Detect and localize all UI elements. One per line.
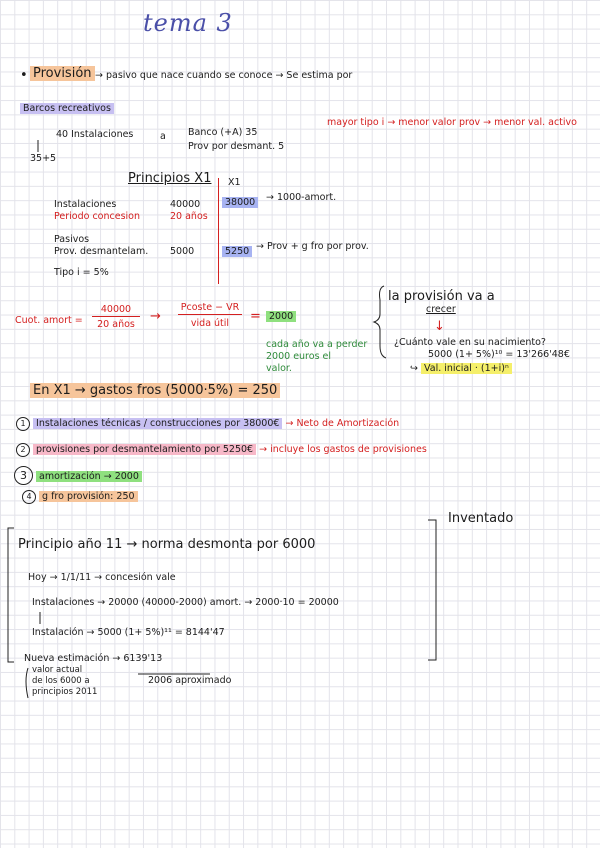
table-r4-label: Prov. desmantelam. (54, 246, 149, 257)
entry-a: a (160, 131, 166, 142)
prov-valor-highlight: Val. inicial · (1+i)ⁿ (421, 363, 512, 374)
item-2-number: 2 (16, 443, 30, 457)
r4-x1-highlight: 5250 (222, 246, 252, 257)
table-r2-val: 20 años (170, 211, 208, 222)
inv-line-6: 2006 aproximado (148, 675, 232, 686)
item-3-number: 3 (14, 466, 33, 485)
item-3-text: amortización → 2000 (36, 471, 142, 482)
table-col1: Principios X1 (128, 171, 212, 186)
amort-label: Cuot. amort = (15, 315, 83, 326)
entry-right-2: Prov por desmant. 5 (188, 141, 285, 152)
inv-line-5d: principios 2011 (32, 687, 98, 697)
item-2-note: → incluye los gastos de provisiones (259, 444, 427, 455)
prov-valor: ↪ Val. inicial · (1+i)ⁿ (410, 364, 512, 375)
valor-bracket (26, 668, 28, 698)
table-r1-label: Instalaciones (54, 199, 117, 210)
table-r1-note: → 1000-amort. (266, 192, 337, 203)
page-title: tema 3 (143, 9, 233, 37)
case-tip: mayor tipo i → menor valor prov → menor val. activo (327, 117, 577, 128)
amort-arrow: → (150, 309, 161, 324)
gastos-text: En X1 → gastos fros (5000·5%) = 250 (30, 383, 280, 398)
table-r3-label: Pasivos (54, 234, 90, 245)
inv-line-2: Hoy → 1/1/11 → concesión vale (28, 572, 176, 583)
r1-x1-highlight: 38000 (222, 197, 258, 208)
item-1-note: → Neto de Amortización (285, 418, 400, 429)
prov-question: ¿Cuánto vale en su nacimiento? (394, 337, 546, 348)
prov-line1: la provisión va a (388, 289, 495, 304)
inventado-bracket-right (428, 520, 436, 660)
entry-right-1: Banco (+A) 35 (188, 127, 258, 138)
inv-line-1: Principio año 11 → norma desmonta por 6000 (18, 537, 316, 552)
item-4-number: 4 (22, 490, 36, 504)
entry-sum: 35+5 (30, 153, 57, 164)
table-r4-note: → Prov + g fro por prov. (256, 241, 369, 252)
amort-num1: 40000 (92, 305, 140, 317)
amort-result-value: 2000 (266, 311, 296, 322)
inventado-label: Inventado (448, 511, 514, 526)
prov-line2: crecer (426, 304, 456, 315)
inv-line-4: Instalación → 5000 (1+ 5%)¹¹ = 8144'47 (32, 627, 225, 638)
table-r2-label: Periodo concesion (54, 211, 141, 222)
case-heading-text: Barcos recreativos (20, 103, 114, 114)
provision-brace (374, 286, 386, 358)
prov-down-arrow: ↓ (434, 319, 445, 334)
amort-note-3: valor. (266, 363, 292, 374)
amort-note-2: 2000 euros el (266, 351, 332, 362)
inv-line-5b: valor actual (32, 665, 83, 675)
item-1-text: Instalaciones técnicas / construcciones por 38000€ (33, 418, 282, 429)
table-r5-label: Tipo i = 5% (54, 267, 109, 278)
provision-term: Provisión (30, 66, 95, 81)
intro-definition: → pasivo que nace cuando se conoce → Se estima por (95, 70, 353, 81)
amort-note-1: cada año va a perder (266, 339, 368, 350)
entry-left: 40 Instalaciones (56, 129, 134, 140)
amort-den1: 20 años (97, 319, 135, 330)
table-col2: X1 (228, 177, 241, 188)
prov-calc: 5000 (1+ 5%)¹⁰ = 13'266'48€ (428, 349, 570, 360)
amort-den2: vida útil (190, 318, 230, 329)
item-2-text: provisiones por desmantelamiento por 5250€ (33, 444, 256, 455)
intro-bullet: • (20, 68, 28, 83)
table-r4-val: 5000 (170, 246, 195, 257)
table-r1-val: 40000 (170, 199, 201, 210)
amort-num2: Pcoste − VR (178, 303, 242, 315)
item-4-text: g fro provisión: 250 (39, 491, 138, 502)
inventado-bracket-left (8, 528, 14, 662)
inv-line-3: Instalaciones → 20000 (40000-2000) amort. → 2000·10 = 20000 (32, 597, 339, 608)
amort-eq: = (250, 309, 261, 324)
inv-line-5c: de los 6000 a (32, 676, 90, 686)
item-1-number: 1 (16, 417, 30, 431)
inv-line-5a: Nueva estimación → 6139'13 (24, 653, 163, 664)
